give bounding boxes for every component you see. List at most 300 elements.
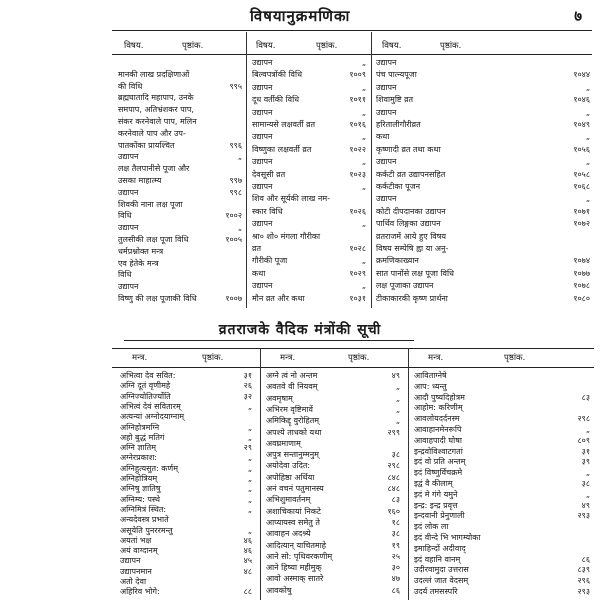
entry-page-number: „ [395, 382, 400, 392]
entry-page-number: १००५ [225, 235, 242, 244]
entry-text: कथा [252, 268, 266, 278]
index-entry [118, 293, 242, 304]
entry-text: उद्यापन [118, 187, 139, 197]
entry-text: की विधि [118, 81, 143, 91]
entry-page-number: ४७ [391, 574, 400, 584]
entry-text: अपश्ये ताधको यथा [266, 427, 322, 437]
entry-page-number: २९८ [387, 461, 400, 471]
entry-page-number: „ [247, 504, 252, 514]
index-entry [376, 268, 590, 279]
entry-text: सात पानोंसे लक्ष पूजा विधि [376, 268, 454, 278]
entry-text: इन्द्रवोविश्वाटगतां [414, 446, 463, 456]
entry-page-number: „ [361, 82, 366, 92]
entry-text: उद्यापन [252, 58, 273, 67]
entry-text: उद्यापन [376, 194, 397, 204]
index-entry [118, 104, 242, 115]
entry-page-number: १०७१ [573, 206, 590, 216]
entry-page-number: „ [361, 157, 366, 167]
index-entry [252, 243, 366, 254]
index-entry [252, 94, 366, 105]
entry-page-number: ९९६ [229, 140, 242, 150]
entry-page-number: १०७७ [573, 268, 590, 278]
entry-text: अतो देवा [120, 577, 147, 586]
entry-page-number: १०१६ [349, 120, 366, 129]
entry-text: अपोहिष्ठा अर्थिया [266, 472, 315, 482]
entry-text: उद्यापन [118, 282, 139, 292]
entry-page-number: „ [237, 223, 242, 233]
entry-page-number: १०४४ [573, 70, 590, 80]
entry-text: इदं वीन्दे भि भागम्योका [414, 533, 481, 542]
entry-page-number: „ [247, 484, 252, 494]
entry-text: अमिकिद्दृ वुरोहितम् [266, 416, 320, 426]
index-header-subject: विषय. [256, 41, 276, 51]
entry-text: विष्णुका लक्षवर्ती व्रत [252, 144, 312, 154]
entry-page-number: २९८ [577, 414, 590, 424]
entry-page-number: १०३१ [349, 293, 366, 303]
index-entry [118, 81, 242, 92]
entry-text: आवो अस्माक् सातरे [266, 574, 324, 584]
entry-page-number: १०५८ [573, 169, 590, 179]
index-entry [118, 199, 242, 210]
entry-text: पंच पात्न्यपूजा [376, 70, 417, 80]
entry-text: इद्वं वै कीलाम् [414, 479, 453, 488]
entry-text: अत्यन्यां अग्नोदयाग्नाम् [120, 412, 185, 422]
entry-text: उदीरवामुदा उत्तरास [414, 565, 469, 575]
entry-text: अभित्वा देव सवित: [120, 371, 176, 380]
index-entry [252, 206, 366, 217]
entry-text: आने सो: पृथिवरकणीम् [266, 551, 333, 561]
entry-text: उद्यापन [252, 219, 273, 229]
entry-page-number: २९६ [577, 576, 590, 586]
entry-page-number: १००२ [225, 211, 242, 221]
entry-page-number: ३२ [243, 391, 252, 401]
entry-text: अग्नि ज्ञातिम् [120, 443, 157, 453]
entry-text: उद्यापन [376, 58, 397, 67]
entry-text: अयतां भक्ष [120, 535, 152, 545]
entry-page-number: ९९५ [229, 81, 242, 91]
entry-text: इन्दवानी प्रेनुणाली [414, 511, 465, 521]
index-entry [252, 268, 366, 279]
entry-text: शिवकी नाना लक्ष पूजा [118, 199, 183, 209]
entry-page-number: २५ [391, 551, 400, 561]
index-entry [118, 163, 242, 174]
index-entry [252, 181, 366, 192]
index-entry [118, 234, 242, 245]
index-entry [376, 243, 590, 254]
entry-page-number: ३१ [243, 371, 252, 380]
entry-page-number: „ [247, 453, 252, 463]
index-entry [376, 293, 590, 304]
entry-text: एव हेतेके मन्त्र [118, 258, 159, 268]
index-entry [252, 280, 366, 291]
entry-text: उद्यापन [252, 132, 273, 142]
entry-page-number: ८६ [391, 585, 400, 595]
entry-page-number: ३८ [391, 450, 400, 460]
entry-text: उद्यापन [120, 556, 141, 566]
entry-text: उद्यापन [252, 182, 273, 191]
index-entry [252, 144, 366, 155]
entry-text: अग्निहुत्यसुत: कर्णम् [120, 463, 178, 473]
entry-text: विधि [118, 270, 132, 280]
page-number: ७ [574, 7, 582, 25]
entry-text: अवतवे वी नियवम् [266, 382, 318, 392]
entry-text: टीकाकारकी कृष्ण प्रार्थना [376, 293, 448, 303]
index-entry [376, 94, 590, 105]
entry-text: स्कार विधि [252, 206, 283, 216]
entry-text: ब्रह्मघातादि महापाप, उनके [118, 93, 194, 103]
entry-page-number: „ [361, 132, 366, 142]
entry-page-number: ३८ [581, 479, 590, 488]
entry-text: अवमृषाम् [266, 393, 293, 403]
entry-text: आने हिष्या महीमुक् [266, 563, 322, 573]
entry-page-number: „ [247, 422, 252, 432]
entry-page-number: „ [361, 256, 366, 266]
index-entry [252, 218, 366, 229]
entry-text: आप: ध्यन्तु [414, 381, 447, 391]
entry-text: विधि [118, 211, 132, 221]
entry-page-number: ९९७ [229, 176, 242, 185]
entry-text: उद्यापन [376, 107, 397, 117]
entry-text: लक्ष तैलपानीसे पूजा और [118, 164, 190, 174]
entry-text: संकर करनेवाले पाप, मलिन [118, 117, 197, 126]
mantra-header-page: पृष्ठांक. [504, 353, 526, 363]
index-header-page: पृष्ठांक. [440, 41, 462, 51]
entry-text: सामान्यसे लक्षवर्ती व्रत [252, 120, 316, 129]
index-entry [252, 119, 366, 130]
index-entry [118, 222, 242, 233]
index-entry [252, 255, 366, 266]
entry-text: लक्ष पूजाका उद्यापन [376, 281, 434, 291]
entry-page-number: ३९ [581, 457, 590, 467]
page-title: विषयानुक्रमणिका [250, 7, 351, 25]
entry-text: आहोम: करिणीम् [414, 403, 463, 413]
entry-page-number: „ [585, 489, 590, 499]
header-rule [112, 30, 592, 31]
index-entry [376, 206, 590, 217]
entry-text: क्रमणिकाख्यान [376, 256, 419, 266]
entry-page-number: „ [361, 219, 366, 229]
entry-page-number: ८०९ [577, 435, 590, 445]
entry-page-number: १००७ [225, 294, 242, 303]
entry-text: इदं लोक ला [414, 522, 449, 532]
index-entry [376, 131, 590, 142]
section-title: व्रतराजके वैदिक मंत्रोंकी सूची [218, 322, 382, 338]
entry-text: विषय सम्पेषि ह्वा या अनु- [376, 244, 449, 253]
entry-page-number: ८४८ [387, 472, 400, 482]
index-entry [118, 258, 242, 269]
entry-page-number: १०२६ [349, 206, 366, 216]
entry-text: असूयेति पुनररमन्तु [120, 525, 173, 535]
entry-text: कथा [376, 132, 390, 142]
entry-text: उद्यापन [252, 157, 273, 167]
entry-text: अग्निज्योतिर्ज्योति [120, 391, 171, 401]
entry-text: इन्द्र: इन्द्र प्रवृत्त [414, 500, 458, 510]
entry-text: आदित्यान् याचितमाहे [266, 540, 327, 550]
index-entry [252, 156, 366, 167]
entry-text: पार्थिव लिङ्गका उद्यापन [376, 219, 441, 229]
entry-text: अग्नेरप्रकाश: [120, 453, 157, 463]
index-entry [118, 281, 242, 292]
index-entry [252, 82, 366, 93]
entry-page-number: ८६ [581, 554, 590, 564]
entry-text: अयं वाग्दानम् [120, 546, 158, 556]
entry-text: उद्यापन [118, 223, 139, 233]
entry-text: अभिशुमावर्तनम् [266, 495, 311, 505]
entry-page-number: „ [585, 468, 590, 478]
mantra-header-name: मन्त्र. [280, 353, 296, 363]
entry-text: उदल्लं जात वेदसम् [414, 576, 469, 586]
entry-text: गौरीकी पूजा [252, 256, 288, 266]
entry-page-number: „ [585, 194, 590, 204]
entry-text: हरितालीगौरीव्रत [376, 120, 421, 129]
index-header-subject: विषय. [382, 41, 402, 51]
entry-text: इदं वो प्रति अन्तम् [414, 457, 466, 467]
entry-page-number: १९ [391, 540, 400, 550]
entry-text: आविताग्नेषे [414, 371, 447, 380]
entry-text: उद्यापन [118, 152, 139, 162]
entry-text: अशाचिकायां निकटे [266, 506, 321, 516]
entry-page-number: „ [247, 525, 252, 535]
index-entry [118, 269, 242, 280]
entry-text: पातकोंका प्रायश्चित [118, 140, 175, 150]
entry-page-number: „ [237, 152, 242, 162]
entry-page-number: २९३ [577, 587, 590, 596]
entry-page-number: „ [395, 393, 400, 403]
entry-page-number: २६ [243, 381, 252, 391]
entry-text: अवघ्रमाणाम् [266, 438, 301, 448]
index-entry [376, 144, 590, 155]
entry-text: मानकी लाख प्रदक्षिणाओं [118, 69, 190, 79]
entry-text: शिवामुष्टि व्रत [376, 95, 414, 105]
entry-page-number: ३१ [581, 446, 590, 456]
index-entry [118, 92, 242, 103]
column-divider [408, 348, 409, 600]
entry-page-number: „ [247, 432, 252, 442]
index-entry [118, 140, 242, 151]
entry-text: अयोदेवा उदित: [266, 461, 311, 471]
entry-text: व्रत [252, 244, 262, 253]
entry-page-number: „ [361, 281, 366, 291]
entry-page-number: २९३ [577, 511, 590, 521]
entry-page-number: १०८० [573, 293, 590, 303]
mantra-header-name: मन्त्र. [428, 353, 444, 363]
entry-page-number: १०२२ [349, 144, 366, 154]
entry-text: आवाहानमेनरूपि [414, 425, 462, 434]
entry-text: बिल्वपत्रोंकी विधि [252, 70, 302, 80]
entry-page-number: १०४९ [573, 120, 590, 129]
entry-page-number: १००९ [349, 70, 366, 80]
entry-page-number: ३० [391, 563, 400, 573]
entry-text: श्रा० शो० मंगला गौरीका [252, 231, 321, 241]
entry-page-number: „ [361, 182, 366, 191]
entry-page-number: २९ [243, 443, 252, 453]
entry-page-number: ४९ [391, 371, 400, 380]
entry-text: अग्निहोत्रमग्नि [120, 422, 160, 432]
entry-text: अन्यदेवस्त्र प्रभाते [120, 515, 169, 525]
mantra-row [266, 585, 400, 597]
entry-page-number: „ [247, 474, 252, 483]
entry-text: कृष्णादी व्रत तथा कथा [376, 144, 441, 154]
entry-text: देवसूसी व्रत [252, 169, 286, 179]
entry-text: मौन व्रत और कथा [252, 293, 305, 303]
entry-page-number: १०११ [349, 95, 366, 105]
entry-text: उदर्य तमसस्परि [414, 587, 458, 596]
index-entry [252, 57, 366, 68]
entry-text: अग्निषु ज्ञातिषु [120, 484, 161, 494]
entry-text: आवकोषु [266, 585, 292, 595]
entry-text: दूध वर्तीकी विधि [252, 95, 300, 105]
entry-text: अपुत्र सन्तानुम्मनुम् [266, 450, 319, 460]
index-entry [118, 187, 242, 198]
entry-text: अग्नि दूतं वृणीमहे [120, 381, 171, 391]
entry-text: अहिरिव भोगे: [120, 587, 160, 597]
index-entry [252, 293, 366, 304]
entry-text: आवलोयदर्दनस्म [414, 414, 460, 424]
index-entry [118, 151, 242, 162]
index-entry [376, 231, 590, 242]
index-entry [376, 57, 590, 68]
index-entry [118, 116, 242, 127]
mantra-header-name: मन्त्र. [132, 353, 148, 363]
entry-text: व्रतराजमें आये हुए विषय [376, 231, 446, 241]
entry-page-number: ४९ [581, 500, 590, 510]
entry-page-number: „ [247, 463, 252, 473]
entry-text: इदं विष्णुर्विचक्रमे [414, 468, 463, 478]
column-divider [260, 348, 261, 600]
entry-text: आवाहन अदश्र्ये [266, 529, 311, 539]
entry-text: विष्णु की लक्ष पूजाकी विधि [118, 294, 197, 303]
index-entry [252, 231, 366, 242]
entry-page-number: १०२९ [349, 268, 366, 278]
entry-page-number: „ [585, 107, 590, 117]
index-entry [252, 193, 366, 204]
index-entry [376, 181, 590, 192]
entry-text: कर्कटी व्रत उद्यापनसहित [376, 169, 446, 179]
mantra-row [414, 586, 590, 598]
entry-text: आदौ पुष्यदिहोत्रम [414, 392, 465, 402]
entry-page-number: १०७२ [573, 219, 590, 229]
entry-page-number: १०४६ [573, 95, 590, 105]
entry-page-number: १०२८ [349, 244, 366, 253]
index-entry [376, 193, 590, 204]
entry-text: अहो बुद्धं मतिगं [120, 432, 165, 442]
entry-text: उद्यापन [252, 82, 273, 92]
entry-text: उद्यापनमान [120, 566, 152, 576]
entry-page-number: ४५ [243, 556, 252, 566]
index-entry [376, 107, 590, 118]
index-entry [376, 255, 590, 266]
entry-text: इदं मे गंगे यमुने [414, 489, 458, 499]
entry-text: अग्निहोत्रियम् [120, 474, 158, 483]
entry-page-number: ३८ [391, 529, 400, 539]
entry-page-number: „ [585, 157, 590, 167]
entry-page-number: १८ [391, 517, 400, 527]
entry-page-number: ८३ [391, 495, 400, 505]
mantra-row [120, 586, 252, 598]
entry-text: आवाहपादी घोषा [414, 435, 462, 445]
entry-text: अग्निमित्रं स्थित: [120, 504, 167, 514]
page-header [0, 6, 600, 28]
index-header-page: पृष्ठांक. [182, 41, 204, 51]
entry-text: उसका माहात्म्य [118, 176, 162, 185]
entry-page-number: „ [585, 82, 590, 92]
entry-text: धर्मप्रश्नोक्त मन्त्र [118, 246, 164, 256]
entry-text: उद्यापन [252, 107, 273, 117]
index-header-page: पृष्ठांक. [316, 41, 338, 51]
entry-text: अग्निम्य: पस्थे [120, 494, 160, 504]
entry-text: शिव और सूर्यकी लाख नम- [252, 194, 331, 204]
entry-page-number: „ [585, 132, 590, 142]
entry-page-number: १०७८ [573, 281, 590, 291]
entry-page-number: १०२३ [349, 169, 366, 179]
entry-page-number: „ [361, 107, 366, 117]
entry-page-number: २९९ [387, 427, 400, 437]
entry-text: कर्कटीका पूजन [376, 182, 421, 191]
index-header-rule [112, 54, 592, 55]
entry-page-number: १०६८ [573, 182, 590, 191]
entry-text: अनं वचनं पतुमानस्य [266, 484, 324, 493]
entry-page-number: ८३९ [577, 565, 590, 575]
index-entry [376, 280, 590, 291]
entry-page-number: „ [361, 58, 366, 67]
index-entry [118, 175, 242, 186]
entry-page-number: „ [395, 416, 400, 426]
entry-text: इदं वहानि वानम् [414, 554, 461, 564]
entry-page-number: „ [585, 425, 590, 434]
entry-page-number: ४८ [243, 566, 252, 576]
entry-text: अभित्वं देवं सवितारम् [120, 401, 181, 411]
entry-page-number: „ [247, 494, 252, 504]
index-entry [376, 82, 590, 93]
entry-page-number: १०५६ [573, 144, 590, 154]
index-entry [376, 218, 590, 229]
entry-page-number: ९९८ [229, 187, 242, 197]
entry-page-number: ८४८ [387, 484, 400, 493]
entry-page-number: १६० [387, 506, 400, 516]
index-entry [252, 69, 366, 80]
index-entry [252, 169, 366, 180]
entry-page-number: १०७४ [573, 256, 590, 266]
index-entry [252, 107, 366, 118]
entry-text: करनेवाले पाप और उप- [118, 128, 186, 138]
mantra-header-page: पृष्ठांक. [348, 353, 370, 363]
entry-page-number: ८३ [581, 392, 590, 402]
index-header-subject: विषय. [124, 41, 144, 51]
entry-text: अग्ने त्वं नो अन्तम [266, 371, 318, 380]
entry-page-number: ८८ [243, 587, 252, 597]
entry-page-number: ४६ [243, 546, 252, 556]
entry-text: उद्यापन [252, 281, 273, 291]
entry-text: तुलसीकी लक्ष पूजा विधि [118, 235, 189, 244]
entry-page-number: „ [247, 401, 252, 411]
index-entry [118, 246, 242, 257]
entry-text: समपाप, अतिभ्रंशकर पाप, [118, 105, 194, 115]
column-divider [371, 32, 372, 308]
entry-page-number: „ [395, 404, 400, 414]
mantra-header-page: पृष्ठांक. [202, 353, 224, 363]
index-entry [376, 69, 590, 80]
section-underline [124, 340, 414, 341]
entry-text: आप्यायस्व समेतु ते [266, 517, 320, 527]
index-entry [376, 119, 590, 130]
index-entry [118, 128, 242, 139]
index-entry [376, 169, 590, 180]
entry-text: कोटी दीपदानका उद्यापन [376, 206, 446, 216]
mantra-table-header [112, 348, 594, 368]
entry-text: अभिरम वृष्टिमावें [266, 404, 313, 414]
entry-text: उद्यापन [376, 157, 397, 167]
index-entry [376, 156, 590, 167]
